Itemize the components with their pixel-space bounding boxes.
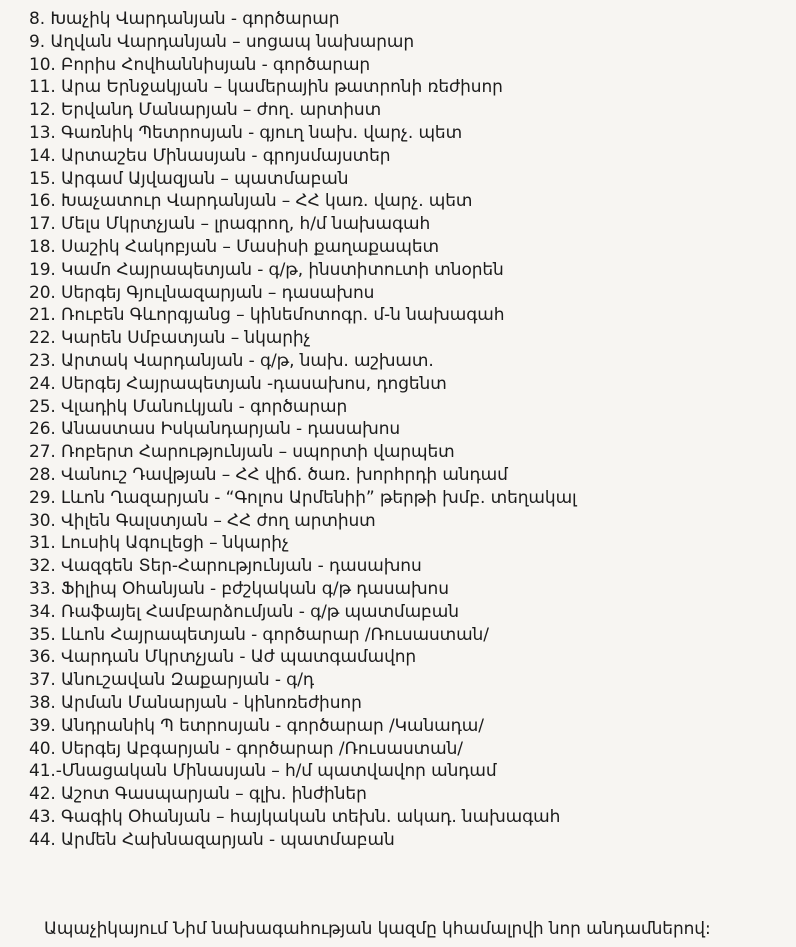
list-item: 20. Սերգեյ Գյուլնազարյան – դասախոս [29,282,375,303]
member-list [29,8,796,851]
list-item: 28. Վանուշ Դավթյան – ՀՀ վիճ. ծառ. խորհրդի անդամ [29,464,508,485]
list-item: 42. Աշոտ Գասպարյան – գլխ. ինժիներ [29,784,367,805]
list-item: 27. Ռոբերտ Հարությունյան – սպորտի վարպետ [29,442,455,463]
list-item: 13. Գառնիկ Պետրոսյան - գյուղ նախ. վարչ. պետ [29,122,463,143]
list-item: 36. Վարդան Մկրտչյան - Աժ պատգամավոր [29,647,417,668]
list-item: 29. Լևոն Ղազարյան - “Գոլոս Արմենիի” թերթի խմբ. տեղակալ [29,487,577,508]
list-item: 35. Լևոն Հայրապետյան - գործարար /Ռուսաստան/ [29,624,489,645]
list-item: 30. Վիլեն Գալստյան – ՀՀ ժող արտիստ [29,510,376,531]
list-item: 33. Ֆիլիպ Օհանյան - բժշկական գ/թ դասախոս [29,578,449,599]
list-item: 37. Անուշավան Զաքարյան - գ/դ [29,670,315,691]
list-item: 15. Արգամ Այվազյան – պատմաբան [29,168,349,189]
list-item: 19. Կամո Հայրապետյան - գ/թ, ինստիտուտի տնօրեն [29,259,504,280]
list-item: 11. Արա Երնջակյան – կամերային թատրոնի ռեժիսոր [29,77,503,98]
list-item: 43. Գագիկ Օհանյան – հայկական տեխն. ակադ. նախագահ [29,806,561,827]
list-item: 24. Սերգեյ Հայրապետյան -դասախոս, դոցենտ [29,373,447,394]
list-item: 23. Արտակ Վարդանյան - գ/թ, նախ. աշխատ. [29,350,434,371]
list-item: 14. Արտաշես Մինասյան - գրոյսմայստեր [29,145,391,166]
list-item: 39. Անդրանիկ Պ ետրոսյան - գործարար /Կանադա/ [29,715,484,736]
list-item: 26. Անաստաս Իսկանդարյան - դասախոս [29,419,401,440]
list-item: 40. Սերգեյ Աբգարյան - գործարար /Ռուսաստան/ [29,738,463,759]
list-item: 10. Բորիս Հովհաննիսյան - գործարար [29,54,371,75]
list-item: 38. Արման Մանարյան - կինոռեժիսոր [29,692,362,713]
closing-sentence: Ապաչիկայում Նիմ նախագահության կազմը կհամալրվի նոր անդամներով: [44,919,711,939]
list-item: 18. Սաշիկ Հակոբյան – Մասիսի քաղաքապետ [29,236,439,257]
list-item: 25. Վլադիկ Մանուկյան - գործարար [29,396,348,417]
list-item: 8. Խաչիկ Վարդանյան - գործարար [29,9,340,29]
list-item: 44. Արմեն Հախնազարյան - պատմաբան [29,829,395,850]
list-item: 12. Երվանդ Մանարյան – ժող. արտիստ [29,100,382,121]
list-item: 9. Աղվան Վարդանյան – սոցապ նախարար [29,31,415,52]
list-item: 32. Վազգեն Տեր-Հարությունյան - դասախոս [29,556,422,577]
list-item: 41.-Մնացական Մինասյան – հ/մ պատվավոր անդամ [29,761,497,782]
list-item: 22. Կարեն Սմբատյան – նկարիչ [29,328,311,349]
list-item: 16. Խաչատուր Վարդանյան – ՀՀ կառ. վարչ. պետ [29,191,473,212]
list-item: 34. Ռաֆայել Համբարձումյան - գ/թ պատմաբան [29,601,459,622]
list-item: 21. Ռուբեն Գևորգյանց – կինեմոտոգր. մ-ն նախագահ [29,305,505,326]
list-item: 17. Մելս Մկրտչյան – լրագրող, հ/մ նախագահ [29,214,431,235]
list-item: 31. Լուսիկ Ագուլեցի – նկարիչ [29,533,289,554]
